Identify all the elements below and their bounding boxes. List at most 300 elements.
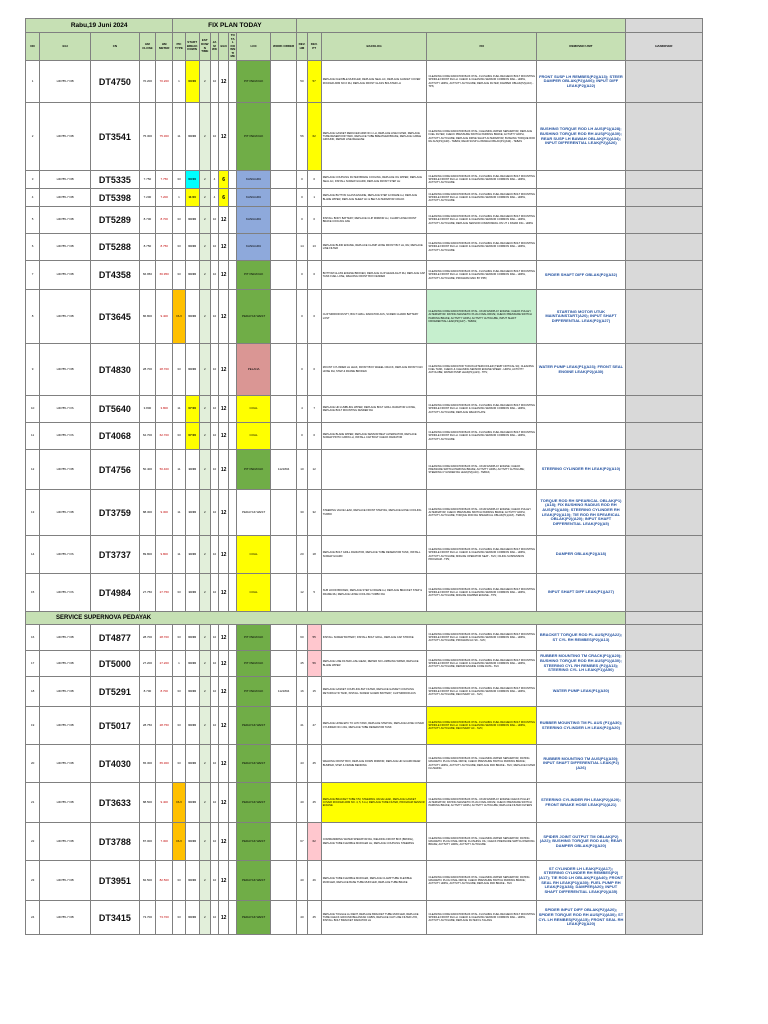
cell-egi[interactable]: HD785-7 DB — [40, 103, 91, 171]
cell-est[interactable]: 2 — [199, 651, 210, 677]
cell-fix[interactable]: CLEANING CORE RADIATOR BAIK OTAL; CLEANING WATER SEPARATOR, RATING MAGNETIC PLUG FINAL DRIVE; FLUSHING OIL; CHECK PRESSURE SWITCH PARKING BRAKE; ACTIVITY HDPH, ACTIVITY AUTOLUBE — [427, 823, 537, 861]
cell-start[interactable]: 03:00 — [185, 823, 199, 861]
cell-jwk[interactable]: 10 — [210, 261, 218, 290]
cell-no[interactable]: 22 — [26, 823, 40, 861]
cell-handover[interactable] — [625, 396, 702, 423]
cell-dh[interactable]: 20 — [297, 536, 307, 574]
cell-pt[interactable]: DUI — [173, 290, 185, 344]
cell-hmc[interactable]: 8.700 — [139, 677, 155, 707]
cell-fix[interactable]: CLEANING CORE RADIATOR BAIK OTAL. FLUSHING FUEL RECHECK BOLT MOUNTING SPINDLE FRONT RH LH. CHECK & CLEANING SENSOR COMMON RAIL - HDPH, ACTIVITY AUTOLUBE; REPLACE FILTER FL TALANG — [427, 901, 537, 935]
cell-loc[interactable]: COAL — [237, 536, 271, 574]
cell-backlog[interactable]: REPLACE COUPLING FILTER BRAKE COOLING, REPLACE OIL WIPER, REPLACE SEAL AC, INSTALL SCREW GUARD, REPLACE FRONT STEP LH — [321, 171, 427, 189]
cell-est[interactable]: 2 — [199, 261, 210, 290]
cell-no[interactable]: 24 — [26, 901, 40, 935]
cell-dp[interactable]: 57 — [307, 61, 321, 103]
table-row[interactable] — [26, 171, 703, 189]
cell-dp[interactable]: 1 — [307, 189, 321, 207]
cell-pt[interactable]: 11 — [173, 103, 185, 171]
cell-fix[interactable]: CLEANING CORE RADIATOR BAIK OTAL. FLUSHING FUEL RECHECK BOLT MOUNTING SPINDLE FRONT RH LH. CHECK & CLEANING SENSOR COMMON RAIL - HDPH, ACTIVITY AUTOLUBE; REPAIR ENGINE CODE DATA - SVC — [427, 651, 537, 677]
cell-handover[interactable] — [625, 103, 702, 171]
cell-est[interactable]: 2 — [199, 490, 210, 536]
cell-hmc[interactable]: 27.750 — [139, 574, 155, 612]
cell-dh[interactable]: 30 — [297, 490, 307, 536]
cell-rem[interactable] — [537, 171, 625, 189]
cell-rem[interactable]: BUSHING TORQUE ROD LH AUS(P1)(A28); BUSHING TORQUE ROD RH AUS(P1)(A30); REAR SUSP LH BAWAH OBLAK(P1)(A34); INPUT DIFFERENTIAL LEAK(P2)(A26) — [537, 103, 625, 171]
cell-hmc[interactable]: 86.800 — [139, 290, 155, 344]
cell-rem[interactable]: SPIDER INPUT DIFF OBLAK(P2)(A20); SPIDER TORQUE ROD RH AUS(P1)(A30); ST CYL LH REMBES(P2)(A15); FRONT SEAL RH LEAK(P2)(A20) — [537, 901, 625, 935]
cell-no[interactable]: 18 — [26, 677, 40, 707]
cell-dh[interactable]: 0 — [297, 189, 307, 207]
cell-rem[interactable]: ST CYLINDER LH LEAK(P1)(A17); STEERING CYLINDER RH REMBES(P2)(A17); TIE ROD LH OBLAK(P1)(A40); FRONT SEAL RH LEAK(P1)(A30); FUEL PUMP RH LEAK(P2)(A38); DAMPER(A20); INPUT SHAFT DIFFERENTIAL LEAK(P2)(A35) — [537, 861, 625, 901]
cell-jwk[interactable]: 10 — [210, 207, 218, 234]
cell-pt[interactable]: 33 — [173, 677, 185, 707]
cell-rem[interactable]: WATER PUMP LEAK(P1)(A23); FRONT SEAL ENGINE LEAK(P2)(A30) — [537, 344, 625, 396]
cell-wo[interactable] — [270, 189, 297, 207]
cell-backlog[interactable]: REPLACE HOSE EPC TO HYD TANK, REPLACE STEP RH, REPLACE HOSE COVER CYLINDER NO.1 RH, REPLACE TUBE RESERVOIR TANK — [321, 707, 427, 745]
cell-rem[interactable]: STEERING CYLINDER RH LEAK(P2)(A20); FRONT BRAKE HOSE LEAK(P1)(A21) — [537, 783, 625, 823]
cell-cn[interactable]: DT3541 — [91, 103, 140, 171]
cell-loc[interactable]: PEDAYAK WEST — [237, 823, 271, 861]
cell-egi[interactable]: HD785-7 DB — [40, 261, 91, 290]
cell-egi[interactable]: HD785-7 DB — [40, 290, 91, 344]
cell-hmm[interactable]: 70.200 — [156, 61, 173, 103]
cell-start[interactable]: 03:00 — [185, 290, 199, 344]
cell-dh[interactable]: 16 — [297, 677, 307, 707]
cell-backlog[interactable]: MOUNT CYLINDER LH LEAK, FRONT BOX WHEEL CRACK, REPLACE FRONT FAN HOSE RH, STEP & FRAME BROKEN — [321, 344, 427, 396]
table-row[interactable] — [26, 707, 703, 745]
cell-backlog[interactable]: REPLACE TUBE FLEXIBLE MUFFLER, REPLACE CLAMP TUBE FLEXIBLE MUFFLER, REPLACE BASE TUBE MUFFLER, REPLACE TUBE BRAKE — [321, 861, 427, 901]
cell-wo[interactable] — [270, 707, 297, 745]
cell-cn[interactable]: DT5288 — [91, 234, 140, 261]
cell-backlog[interactable]: REPLACE BLIND ENGINE, REPLACE CLAMP HOSE FRONT BLT LH, RH; REPLACE LINE FILTER — [321, 234, 427, 261]
cell-loc[interactable]: PEDAYAK WEST — [237, 901, 271, 935]
cell-hmc[interactable]: 50.400 — [139, 450, 155, 490]
cell-dh[interactable]: 40 — [297, 861, 307, 901]
cell-hmm[interactable]: 28.750 — [156, 707, 173, 745]
cell-bln[interactable]: 12 — [219, 261, 229, 290]
cell-bln[interactable]: 12 — [219, 574, 229, 612]
cell-backlog[interactable]: REPLACE BLADE WIPER, REPLACE SENSOR BELT ALTERNATOR, REPLACE SCREW PINTU CABIN LH, INSTALL CAP BOLT CHECK RADIATOR — [321, 423, 427, 450]
cell-dh[interactable]: 0 — [297, 423, 307, 450]
cell-cn[interactable]: DT4030 — [91, 745, 140, 783]
cell-total[interactable] — [229, 234, 237, 261]
cell-wo[interactable] — [270, 234, 297, 261]
cell-total[interactable] — [229, 261, 237, 290]
cell-pt[interactable]: 33 — [173, 901, 185, 935]
cell-handover[interactable] — [625, 490, 702, 536]
cell-no[interactable]: 21 — [26, 783, 40, 823]
cell-handover[interactable] — [625, 171, 702, 189]
cell-dh[interactable]: 40 — [297, 783, 307, 823]
cell-dp[interactable]: 7 — [307, 396, 321, 423]
cell-est[interactable]: 2 — [199, 234, 210, 261]
cell-wo[interactable] — [270, 861, 297, 901]
cell-egi[interactable]: HD785-7 DS — [40, 574, 91, 612]
cell-backlog[interactable]: INSTALL BODY BATTERY, REPLACE CLIP MIRROR LH, CLAMP HOSE FRONT BRAKE COOLING AXE — [321, 207, 427, 234]
cell-dh[interactable]: 43 — [297, 745, 307, 783]
cell-dp[interactable]: 62 — [307, 823, 321, 861]
cell-hmm[interactable]: 7.750 — [156, 171, 173, 189]
cell-fix[interactable]: CLEANING CORE RADIATOR BAIK OTAL, FLUSHING FUEL RECHECK BOLT MOUNTING SPINDLE FRONT RH LH. CHECK & CLEANING SENSOR COMMON RAIL - HDPH, ACTIVITY AUTOLUBE — [427, 171, 537, 189]
cell-loc[interactable]: PIT PEDAYAK — [237, 261, 271, 290]
cell-est[interactable]: 2 — [199, 745, 210, 783]
cell-handover[interactable] — [625, 625, 702, 651]
cell-fix[interactable]: CLEANING CORE RADIATOR BAIK OTAL. FLUSHING FUEL RECHECK BOLT MOUNTING SPINDLE FRONT RH LH. CHECK & CLEANING SENSOR COMMON RAIL - HDPH, ACTIVITY AUTOLUBE; PROGRAM GMC BY PPD; — [427, 261, 537, 290]
cell-wo[interactable] — [270, 207, 297, 234]
cell-handover[interactable] — [625, 901, 702, 935]
cell-cn[interactable]: DT3633 — [91, 783, 140, 823]
cell-handover[interactable] — [625, 745, 702, 783]
cell-dp[interactable]: 12 — [307, 450, 321, 490]
cell-est[interactable]: 2 — [199, 707, 210, 745]
cell-loc[interactable]: PELANA — [237, 344, 271, 396]
cell-handover[interactable] — [625, 536, 702, 574]
cell-no[interactable]: 20 — [26, 745, 40, 783]
cell-hmc[interactable]: 7.750 — [139, 171, 155, 189]
table-row[interactable] — [26, 901, 703, 935]
cell-egi[interactable]: HD785-7 DB — [40, 344, 91, 396]
cell-backlog[interactable]: REPLACE BUTTON GLASS ENGINE, REPLACE STEP & FRAME LH, REPLACE BLADE WIPER, REPLACE SHEET AC & BELT ALTERNATOR CRACK — [321, 189, 427, 207]
table-row[interactable] — [26, 261, 703, 290]
cell-no[interactable]: 12 — [26, 450, 40, 490]
cell-no[interactable]: 8 — [26, 290, 40, 344]
cell-bln[interactable]: 6 — [219, 171, 229, 189]
cell-egi[interactable]: HD785-7 DB — [40, 861, 91, 901]
cell-handover[interactable] — [625, 261, 702, 290]
cell-total[interactable] — [229, 490, 237, 536]
table-row[interactable] — [26, 677, 703, 707]
cell-fix[interactable]: CLEANING CORE RADIATOR BAIK OTAL. FLUSHING FUEL RECHECK BOLT MOUNTING SPINDLE FRONT RH LH. CHECK & CLEANING SENSOR COMMON RAIL - HDPH, ACTIVITY AUTOLUBE; REPLACE WEAR PLATE — [427, 396, 537, 423]
cell-cn[interactable]: DT4877 — [91, 625, 140, 651]
cell-cn[interactable]: DT3951 — [91, 861, 140, 901]
cell-start[interactable]: 03:00 — [185, 625, 199, 651]
cell-dp[interactable]: 0 — [307, 290, 321, 344]
cell-pt[interactable]: 33 — [173, 423, 185, 450]
cell-start[interactable]: 03:00 — [185, 103, 199, 171]
cell-hmm[interactable]: 27.750 — [156, 574, 173, 612]
cell-no[interactable]: 7 — [26, 261, 40, 290]
cell-jwk[interactable]: 10 — [210, 745, 218, 783]
cell-wo[interactable] — [270, 423, 297, 450]
cell-dp[interactable]: 46 — [307, 861, 321, 901]
cell-dp[interactable]: 55 — [307, 625, 321, 651]
cell-est[interactable]: 2 — [199, 677, 210, 707]
cell-est[interactable]: 2 — [199, 396, 210, 423]
table-row[interactable] — [26, 189, 703, 207]
cell-fix[interactable]: CLEANING CORE RADIATOR BAIK OTAL. UKUR ENDPLAY ENGINE; CHECK PULLEY ALTERNATOR; CHECK PRESSURE SWITCH PARKING BRAKE; ACTIVITY HDPH, ACTIVITY AUTOLUBE; TORQUE ROD RH SPEARICAL OBLAK(P1)(A18) - TEBAS; — [427, 490, 537, 536]
cell-wo[interactable] — [270, 783, 297, 823]
cell-start[interactable]: 11:00 — [185, 189, 199, 207]
cell-rem[interactable]: DAMPER OBLAK(P2)(A18) — [537, 536, 625, 574]
cell-dp[interactable]: 0 — [307, 207, 321, 234]
cell-wo[interactable]: 1121804 — [270, 450, 297, 490]
cell-egi[interactable]: HD785-7 DB — [40, 171, 91, 189]
cell-egi[interactable]: HD785-7 DB — [40, 823, 91, 861]
cell-start[interactable]: 03:00 — [185, 745, 199, 783]
cell-handover[interactable] — [625, 651, 702, 677]
table-row[interactable] — [26, 651, 703, 677]
cell-pt[interactable]: 11 — [173, 450, 185, 490]
cell-jwk[interactable]: 4 — [210, 189, 218, 207]
cell-rem[interactable]: STARTING MOTOR UTUK MAINTAINSTART(A20); INPUT SHAFT DIFFERENTIAL LEAK(P2)(A27) — [537, 290, 625, 344]
cell-est[interactable]: 2 — [199, 207, 210, 234]
cell-est[interactable]: 2 — [199, 574, 210, 612]
cell-fix[interactable]: CLEANING CORE RADIATOR TURUN AFTERCOOLER (TEMP CRITICAL 94); CLEANING FUEL TANK, CHECK & CLEANING SENSOR ENGINE SPEED - HDPH, ACTIVITY AUTOLUBE; WATER PUMP LEAK(P1)(A23) - TPS; — [427, 344, 537, 396]
cell-dp[interactable]: 13 — [307, 234, 321, 261]
cell-backlog[interactable]: COMMANDRING WATER SPERATOR RH, WELDING FRONT BOX (BROKE), REPLACE TUBE FLEXIBLE MUFFLER LH, REPLACE COUPLING STEERING — [321, 823, 427, 861]
cell-cn[interactable]: DT3645 — [91, 290, 140, 344]
cell-rem[interactable]: SPIDER JOINT OUTPUT TM OBLAK(P2)(A22); BUSHING TORQUE ROD AUS; REAR DAMPER OBLAK(P2)(A20) — [537, 823, 625, 861]
cell-total[interactable] — [229, 574, 237, 612]
cell-backlog[interactable] — [321, 450, 427, 490]
cell-handover[interactable] — [625, 344, 702, 396]
cell-hmm[interactable]: 73.700 — [156, 901, 173, 935]
cell-est[interactable]: 2 — [199, 823, 210, 861]
cell-pt[interactable]: 33 — [173, 234, 185, 261]
cell-fix[interactable]: CLEANING CORE RADIATOR BAIK OTAL. FLUSHING FUEL RECHECK BOLT MOUNTING SPINDLE FRONT RH LH. CHECK & CLEANING SENSOR COMMON RAIL - HDPH, ACTIVITY AUTOLUBE — [427, 234, 537, 261]
cell-egi[interactable]: HD785-7 DB — [40, 707, 91, 745]
cell-est[interactable]: 2 — [199, 290, 210, 344]
cell-dp[interactable]: 32 — [307, 490, 321, 536]
table-row[interactable] — [26, 344, 703, 396]
cell-fix[interactable]: CLEANING CORE RADIATOR BAIK OTAL. FLUSHING FUEL RECHECK BOLT MOUNTING SPINDLE FRONT RH LH. CHECK & CLEANING SENSOR COMMON RAIL - HDPH, ACTIVITY AUTOLUBE; RECOVERY AC - SVC; — [427, 677, 537, 707]
cell-dh[interactable]: 45 — [297, 651, 307, 677]
cell-pt[interactable]: 33 — [173, 861, 185, 901]
cell-bln[interactable]: 12 — [219, 490, 229, 536]
cell-start[interactable]: 13:00 — [185, 450, 199, 490]
cell-backlog[interactable]: SUB HOOD BROKEN, REPLACE STEP & FRAME LH, REPLACE BRACKET STEP & FRAME RH, REPLACE HOSE COOLING TURBO RH — [321, 574, 427, 612]
cell-hmc[interactable]: 28.700 — [139, 344, 155, 396]
cell-total[interactable] — [229, 189, 237, 207]
cell-est[interactable]: 2 — [199, 625, 210, 651]
cell-no[interactable]: 15 — [26, 574, 40, 612]
cell-rem[interactable]: FRONT SUSP LH REMBES(P2)(A13); STEER DAMPER OBLAK(P2)(A06); INPUT DIFF LEAK(P2)(A22) — [537, 61, 625, 103]
cell-fix[interactable]: CLEANING CORE RADIATOR BAIK OTAL; CLEANING WATER SEPARATOR, RATING MAGNETIC PLUG FINAL DRIVE; CHECK PRESSURE SWITCH PARKING BRAKE; ACTIVITY HDPH, ACTIVITY AUTOLUBE; REPLACE PAD BRAKE - SVC; REPLACE FILTER FLUSHING — [427, 745, 537, 783]
cell-handover[interactable] — [625, 707, 702, 745]
cell-cn[interactable]: DT4984 — [91, 574, 140, 612]
cell-fix[interactable]: CLEANING CORE RADIATOR BAIK OTAL. FLUSHING FUEL RECHECK BOLT MOUNTING SPINDLE FRONT RH LH. CHECK & CLEANING SENSOR COMMON RAIL - HDPH, ACTIVITY AUTOLUBE; RECOVERY AC - SVC; — [427, 707, 537, 745]
cell-wo[interactable] — [270, 61, 297, 103]
cell-egi[interactable]: HD785-7 DS — [40, 396, 91, 423]
cell-est[interactable]: 2 — [199, 61, 210, 103]
cell-wo[interactable] — [270, 290, 297, 344]
cell-dp[interactable]: 62 — [307, 103, 321, 171]
cell-handover[interactable] — [625, 207, 702, 234]
cell-wo[interactable] — [270, 745, 297, 783]
cell-loc[interactable]: KANGGRU — [237, 207, 271, 234]
cell-jwk[interactable]: 10 — [210, 234, 218, 261]
cell-bln[interactable]: 12 — [219, 823, 229, 861]
cell-pt[interactable]: 33 — [173, 707, 185, 745]
cell-dh[interactable]: 40 — [297, 901, 307, 935]
cell-start[interactable]: 13:00 — [185, 490, 199, 536]
cell-est[interactable]: 2 — [199, 344, 210, 396]
cell-backlog[interactable]: INSTALL SCREW BATTERY, INSTALL BOLT GRILL, REPLACE CAP STROKE — [321, 625, 427, 651]
cell-total[interactable] — [229, 745, 237, 783]
cell-hmc[interactable]: 88.500 — [139, 783, 155, 823]
cell-start[interactable]: 03:00 — [185, 207, 199, 234]
cell-pt[interactable]: 33 — [173, 171, 185, 189]
cell-start[interactable]: 03:00 — [185, 261, 199, 290]
table-row[interactable] — [26, 61, 703, 103]
cell-jwk[interactable]: 10 — [210, 344, 218, 396]
cell-dh[interactable]: 41 — [297, 707, 307, 745]
cell-hmm[interactable]: 62.700 — [156, 423, 173, 450]
cell-rem[interactable]: WATER PUMP LEAK(P1)(A30) — [537, 677, 625, 707]
table-row[interactable] — [26, 290, 703, 344]
cell-loc[interactable]: PIT PEDAYAK — [237, 651, 271, 677]
cell-start[interactable]: 03:00 — [185, 234, 199, 261]
cell-total[interactable] — [229, 103, 237, 171]
cell-hmc[interactable]: 8.750 — [139, 234, 155, 261]
cell-backlog[interactable]: CLIP MIRROR RUSTY, BOLT GRILL RADIATOR AUS, SCREW GUARD BATTERY LOST — [321, 290, 427, 344]
cell-hmm[interactable]: 75.300 — [156, 103, 173, 171]
cell-rem[interactable]: INPUT SHAFT DIFF LEAK(P1)(A27) — [537, 574, 625, 612]
cell-wo[interactable] — [270, 536, 297, 574]
cell-bln[interactable]: 12 — [219, 207, 229, 234]
cell-dp[interactable]: 0 — [307, 423, 321, 450]
cell-cn[interactable]: DT3415 — [91, 901, 140, 935]
cell-cn[interactable]: DT4750 — [91, 61, 140, 103]
cell-backlog[interactable]: REPLACE HD LUMBLING WIPER, REPLACE BOLT GRILL RADIATOR LOOSE, REPLACE BOLT MOUNTING FENDER RH — [321, 396, 427, 423]
cell-wo[interactable] — [270, 651, 297, 677]
cell-pt[interactable]: 33 — [173, 625, 185, 651]
cell-dp[interactable]: 45 — [307, 901, 321, 935]
cell-hmm[interactable]: 82.500 — [156, 861, 173, 901]
cell-hmm[interactable]: 65.300 — [156, 745, 173, 783]
table-row[interactable] — [26, 234, 703, 261]
cell-no[interactable]: 3 — [26, 171, 40, 189]
cell-rem[interactable]: TORQUE ROD RH SPEARICAL OBLAK(P1)(A18); FIX BUSHING RADIUS ROD RH AUS(P1)(A80); STEERING CYLINDER RH LEAK(P2)(A10); TIE ROD RH SPEARICAL OBLAK(P2)(A20); INPUT SHAFT DIFFERENTIAL LEAK(P2)(A5) — [537, 490, 625, 536]
cell-loc[interactable]: PEDAYAK WEST — [237, 290, 271, 344]
cell-hmc[interactable]: 3.800 — [139, 396, 155, 423]
cell-jwk[interactable]: 10 — [210, 536, 218, 574]
cell-backlog[interactable]: REPLACE BOLT GRILL RADIATOR, REPLACE TUBE RESERVOIR TANK, INSTALL SCREW GUARD — [321, 536, 427, 574]
table-row[interactable] — [26, 490, 703, 536]
cell-wo[interactable] — [270, 625, 297, 651]
cell-hmm[interactable]: 8.700 — [156, 207, 173, 234]
cell-total[interactable] — [229, 450, 237, 490]
cell-start[interactable]: 07:00 — [185, 396, 199, 423]
cell-est[interactable]: 2 — [199, 861, 210, 901]
cell-dp[interactable]: 56 — [307, 651, 321, 677]
cell-fix[interactable]: CLEANING CORE RADIATOR BAIK OTAL. FLUSHING FUEL RECHECK BOLT MOUNTING SPINDLE FRONT RH LH. CHECK & CLEANING SENSOR COMMON RAIL - HDPH, ACTIVITY AUTOLUBE — [427, 189, 537, 207]
cell-cn[interactable]: DT5640 — [91, 396, 140, 423]
cell-backlog[interactable]: REPLACE TOGGLE LH DENT, REPLACE BRACKET TUBE MUFFLER, REPLACE TUBE CHECK GROUND BELANKAN CABIN, REPLACE CLIP LINE FILTER HYD, INSTALL BOLT BRACKET RADIATOR LH — [321, 901, 427, 935]
cell-jwk[interactable]: 10 — [210, 490, 218, 536]
cell-hmm[interactable]: 3.800 — [156, 396, 173, 423]
cell-total[interactable] — [229, 171, 237, 189]
cell-fix[interactable]: CLEANING CORE RADIATOR BAIK OTAL. FLUSHING FUEL RECHECK BOLT MOUNTING SPINDLE FRONT RH LH. CHECK & CLEANING SENSOR COMMON RAIL - HDPH, ACTIVITY HDPH, ACTIVITY AUTOLUBE; REPLACE FILTER; DAMPER OBLAK(P2)(A10) - TPS; — [427, 61, 537, 103]
cell-loc[interactable]: PIT PEDAYAK — [237, 625, 271, 651]
cell-loc[interactable]: COAL — [237, 574, 271, 612]
cell-wo[interactable] — [270, 490, 297, 536]
cell-no[interactable]: 11 — [26, 423, 40, 450]
cell-est[interactable]: 2 — [199, 423, 210, 450]
cell-pt[interactable]: 1 — [173, 61, 185, 103]
cell-bln[interactable]: 12 — [219, 423, 229, 450]
cell-cn[interactable]: DT5398 — [91, 189, 140, 207]
cell-hmm[interactable]: 8.750 — [156, 234, 173, 261]
cell-loc[interactable]: PIT PEDAYAK — [237, 103, 271, 171]
cell-cn[interactable]: DT3759 — [91, 490, 140, 536]
cell-total[interactable] — [229, 396, 237, 423]
cell-start[interactable]: 13:00 — [185, 536, 199, 574]
cell-loc[interactable]: PIT PEDAYAK — [237, 677, 271, 707]
cell-jwk[interactable]: 10 — [210, 823, 218, 861]
cell-no[interactable]: 19 — [26, 707, 40, 745]
cell-rem[interactable]: BRACKET TORQUE ROD PL AUS(P2)(A22); ST CYL RH REMBES(P2)(A13) — [537, 625, 625, 651]
cell-hmc[interactable]: 7.200 — [139, 189, 155, 207]
cell-dp[interactable]: 47 — [307, 707, 321, 745]
cell-jwk[interactable]: 10 — [210, 103, 218, 171]
cell-jwk[interactable]: 10 — [210, 423, 218, 450]
cell-wo[interactable] — [270, 396, 297, 423]
cell-bln[interactable]: 12 — [219, 396, 229, 423]
cell-jwk[interactable]: 10 — [210, 450, 218, 490]
cell-dh[interactable]: 0 — [297, 171, 307, 189]
table-row[interactable] — [26, 396, 703, 423]
table-row[interactable] — [26, 103, 703, 171]
cell-total[interactable] — [229, 536, 237, 574]
cell-rem[interactable]: SPIDER SHAFT DIFF OBLAK(P2)(A32) — [537, 261, 625, 290]
cell-bln[interactable]: 12 — [219, 290, 229, 344]
cell-cn[interactable]: DT5291 — [91, 677, 140, 707]
cell-rem[interactable]: RUBBER MOUNTING TM PL AUS (P1)(A30); STEERING CYLINDER LH LEAK(P2)(A20) — [537, 707, 625, 745]
cell-loc[interactable]: PEDAYAK WEST — [237, 490, 271, 536]
cell-egi[interactable]: HD785-7 DB — [40, 901, 91, 935]
cell-egi[interactable]: HD785-7 DB — [40, 783, 91, 823]
cell-pt[interactable]: DUI — [173, 823, 185, 861]
cell-jwk[interactable]: 10 — [210, 61, 218, 103]
cell-est[interactable]: 2 — [199, 171, 210, 189]
table-row[interactable] — [26, 625, 703, 651]
cell-bln[interactable]: 12 — [219, 103, 229, 171]
cell-dh[interactable]: 0 — [297, 261, 307, 290]
table-row[interactable] — [26, 861, 703, 901]
cell-dh[interactable]: 50 — [297, 61, 307, 103]
cell-fix[interactable]: CLEANING CORE RADIATOR BAIK OTAL. UKUR ENDPLAY ENGINE CHECK PULLEY ALTERNATOR, RATING MAGNETIC PLUG FINAL DRIVE; CHECK PRESSURE SWITCH PARKING BRAKE; ACTIVITY HDPH, ACTIVITY AUTOLUBE; REPLACE FILTER FILTERS — [427, 783, 537, 823]
cell-rem[interactable] — [537, 207, 625, 234]
cell-hmm[interactable]: 66.950 — [156, 261, 173, 290]
cell-total[interactable] — [229, 823, 237, 861]
cell-bln[interactable]: 12 — [219, 745, 229, 783]
cell-est[interactable]: 2 — [199, 901, 210, 935]
cell-bln[interactable]: 12 — [219, 625, 229, 651]
cell-handover[interactable] — [625, 423, 702, 450]
cell-dp[interactable]: 45 — [307, 783, 321, 823]
cell-cn[interactable]: DT5017 — [91, 707, 140, 745]
cell-bln[interactable]: 12 — [219, 450, 229, 490]
table-row[interactable] — [26, 823, 703, 861]
cell-cn[interactable]: DT5335 — [91, 171, 140, 189]
cell-handover[interactable] — [625, 861, 702, 901]
cell-backlog[interactable]: WELDING FRONT BOX, REPLACE DOWN MIRROR, REPLACE HD GUARD REAR BUMPER, STEP & FRAME BENDING — [321, 745, 427, 783]
cell-no[interactable]: 16 — [26, 625, 40, 651]
cell-hmc[interactable]: 87.000 — [139, 823, 155, 861]
cell-bln[interactable]: 12 — [219, 901, 229, 935]
cell-backlog[interactable]: REPLACE LINE FILTER LASH HEAD, REPAIR NO LUMBLING WIPER, REPLACE BLADE WIPER — [321, 651, 427, 677]
cell-pt[interactable]: 33 — [173, 261, 185, 290]
cell-no[interactable]: 4 — [26, 189, 40, 207]
cell-no[interactable]: 6 — [26, 234, 40, 261]
cell-no[interactable]: 9 — [26, 344, 40, 396]
cell-est[interactable]: 2 — [199, 536, 210, 574]
cell-dp[interactable]: 0 — [307, 261, 321, 290]
cell-dp[interactable]: 15 — [307, 677, 321, 707]
cell-rem[interactable] — [537, 234, 625, 261]
cell-hmm[interactable]: 9.400 — [156, 290, 173, 344]
